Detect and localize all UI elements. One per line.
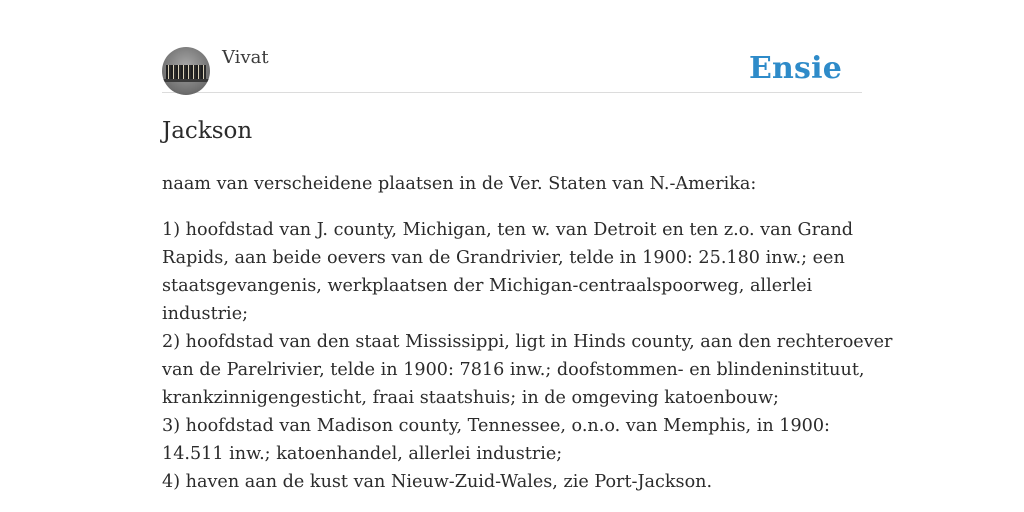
article-body: [162, 170, 893, 496]
article-definitions: [162, 216, 893, 496]
definition-line: krankzinnigengesticht, fraai staatshuis; in de omgeving katoenbouw;: [162, 388, 779, 408]
article-intro: naam van verscheidene plaatsen in de Ver. Staten van N.-Amerika:: [162, 174, 757, 194]
definition-line: staatsgevangenis, werkplaatsen der Michigan-centraalspoorweg, allerlei: [162, 276, 813, 296]
page-title: Jackson: [162, 118, 253, 144]
definition-line: 3) hoofdstad van Madison county, Tennessee, o.n.o. van Memphis, in 1900:: [162, 416, 830, 436]
definition-line: 14.511 inw.; katoenhandel, allerlei industrie;: [162, 444, 563, 464]
books-image: [166, 65, 206, 79]
definition-line: 2) hoofdstad van den staat Mississippi, ligt in Hinds county, aan den rechteroever: [162, 332, 893, 352]
definition-line: 4) haven aan de kust van Nieuw-Zuid-Wales, zie Port-Jackson.: [162, 472, 713, 492]
page-header: [162, 46, 862, 93]
author-name-link[interactable]: Vivat: [222, 47, 269, 68]
definition-line: Rapids, aan beide oevers van de Grandrivier, telde in 1900: 25.180 inw.; een: [162, 248, 845, 268]
shelf-image: [162, 79, 210, 82]
definition-line: van de Parelrivier, telde in 1900: 7816 inw.; doofstommen- en blindeninstituut,: [162, 360, 865, 380]
definition-line: industrie;: [162, 304, 249, 324]
brand-logo-link[interactable]: Ensie: [748, 51, 842, 86]
avatar[interactable]: [162, 47, 210, 95]
definition-line: 1) hoofdstad van J. county, Michigan, ten w. van Detroit en ten z.o. van Grand: [162, 220, 854, 240]
